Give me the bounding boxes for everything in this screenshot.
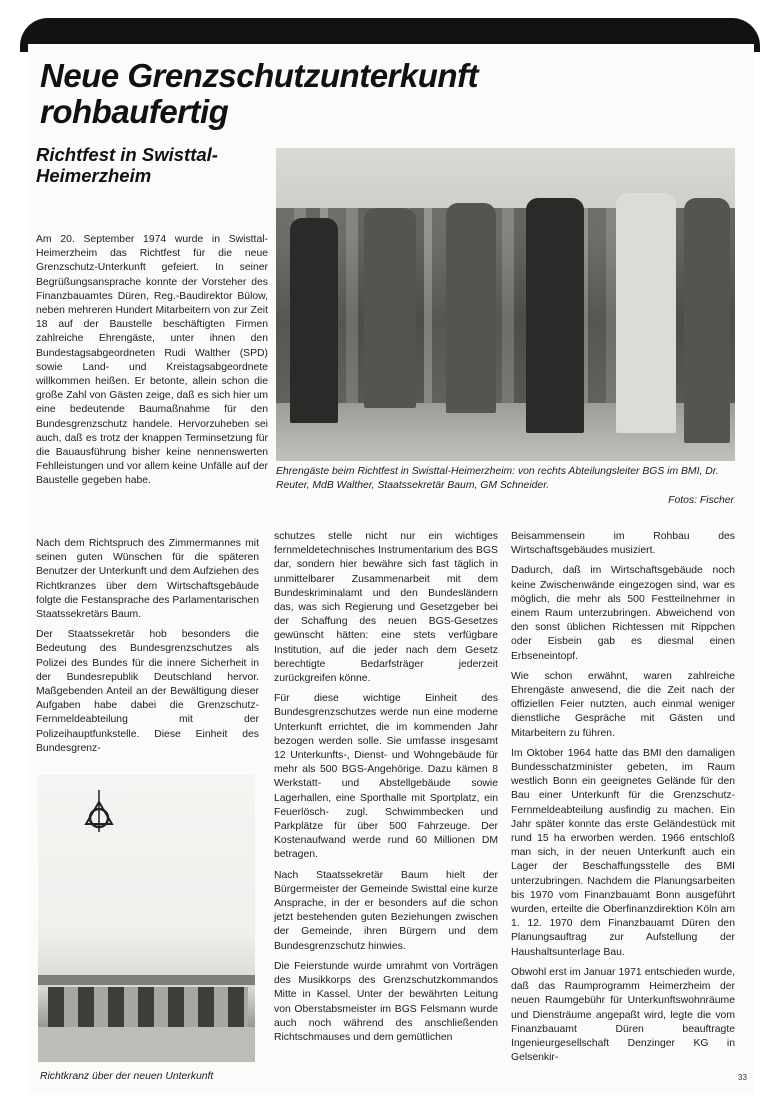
article-subheadline: Richtfest in Swisttal-Heimerzheim: [36, 144, 218, 186]
page-number: 33: [738, 1073, 747, 1082]
paragraph: Am 20. September 1974 wurde in Swisttal-Heimerzheim das Richtfest für die neue Grenzschutz-Unterkunft gefeiert. In seiner Begrüßungsansprache konnte der Vorsteher des Finanzbauamtes Düren, Reg.-Baudirektor Bülow, neben mehreren Hundert Mitarbeitern von zur Zeit 18 auf der Baustelle beschäftigten Firmen zahlreiche Ehrengäste, unter ihnen den Bundestagsabgeordneten Rudi Walther (SPD) sowie Land- und Kreistagsabgeordnete willkommen heißen. Er betonte, allein schon die große Zahl von Gästen zeige, daß es sich hier um eine bedeutende Baumaßnahme für den Bundesgrenzschutz handele. Hervorzuheben sei auch, daß es trotz der knappen Terminsetzung für die Bauausführung bisher keine nennenswerten Fehlleistungen und vor allem keine Unfälle auf der Baustelle gegeben habe.: [36, 234, 268, 487]
paragraph: Dadurch, daß im Wirtschaftsgebäude noch keine Zwischenwände eingezogen sind, war es möglich, die mehr als 500 Festteilnehmer in einem Raum unterzubringen. Abweichend von den sonst üblichen Richtessen mit Rippchen oder Eisbein gab es diesmal einen Erbseneintopf.: [511, 565, 735, 662]
photo-caption-main: Ehrengäste beim Richtfest in Swisttal-Heimerzheim: von rechts Abteilungsleiter BGS im BMI, Dr. Reuter, MdB Walther, Staatssekretär Baum, GM Schneider.: [276, 466, 719, 491]
photo-topping-out-wreath: [38, 775, 255, 1062]
photo-credit: Fotos: Fischer: [668, 495, 734, 506]
paragraph: Für diese wichtige Einheit des Bundesgrenzschutzes werde nun eine moderne Unterkunft errichtet, die im kommenden Jahr bezogen werden solle. Sie umfasse insgesamt 12 Unterkunfts-, Dienst- und Wohngebäude für mehr als 500 BGS-Angehörige. Dazu kämen 8 Werkstatt- und Abstellgebäude sowie Lagerhallen, eine Sporthalle mit Sportplatz, ein Feuerlösch- zugl. Schwimmbecken und Parkplätze für über 500 Fahrzeuge. Der Kostenaufwand werde rund 60 Millionen DM betragen.: [274, 693, 498, 861]
text-column-3: [511, 530, 735, 1071]
paragraph: Nach Staatssekretär Baum hielt der Bürgermeister der Gemeinde Swisttal eine kurze Ansprache, in der er besonders auf die schon jetzt bestehenden guten Beziehungen zwischen der Gemeinde, ihren Bürgern und dem Bundesgrenzschutz hinwies.: [274, 869, 498, 952]
paragraph: Die Feierstunde wurde umrahmt von Vorträgen des Musikkorps des Grenzschutzkommandos Mitte in Kassel. Unter der bewährten Leitung von Oberstabsmeister im BGS Felsmann wurde auch noch während des anschließenden Richtschmauses und dem gemütlichen: [274, 960, 498, 1043]
text-column-2: [274, 530, 498, 1051]
article-headline: Neue Grenzschutzunterkunft rohbaufertig: [40, 57, 479, 130]
photo-caption-small: Richtkranz über der neuen Unterkunft: [40, 1071, 214, 1082]
text-column-1-bottom: [36, 537, 259, 762]
photo-guests-at-ceremony: [276, 148, 735, 461]
paragraph: schutzes stelle nicht nur ein wichtiges fernmeldetechnisches Instrumentarium des BGS dar, sondern hier bewähre sich fast täglich in unmittelbarer Zusammenarbeit mit dem Bundeskriminalamt und den Bundesländern das, was sich Regierung und Gesetzgeber bei der Schaffung des neuen BGS-Gesetzes gewünscht hätten: eine stets verfügbare Institution, auf die jeder nach dem Gesetz berechtigte Bedarfsträger jederzeit zurückgreifen könne.: [274, 531, 498, 685]
text-column-1-top: [36, 233, 268, 495]
paragraph: Obwohl erst im Januar 1971 entschieden wurde, daß das Raumprogramm Heimerzheim der neuen Raumgebühr für Unterkunftswohnräume und Diensträume angepaßt wird, legte die vom Finanzbauamt Düren beauftragte Ingenieurgesellschaft Denzinger KG in Gelsenkir-: [511, 966, 735, 1064]
paragraph: Wie schon erwähnt, waren zahlreiche Ehrengäste anwesend, die die Zeit nach der offiziellen Feier nutzten, auch einmal weniger dienstliche Gespräche mit Gästen und Mitarbeitern zu führen.: [511, 670, 735, 739]
wreath-icon: [82, 790, 116, 834]
paragraph: Im Oktober 1964 hatte das BMI den damaligen Bundesschatzminister gebeten, im Raum westlich Bonn ein geeignetes Gelände für den Bau einer Unterkunft für die Grenzschutz-Fernmeldeabteilung ausfindig zu machen. Ein Jahr später konnte das erste Geländestück mit rund 15 ha erworben werden. 1966 entschloß man sich, in der neuen Unterkunft auch ein Lager der Beschaffungsstelle des BMI unterzubringen. Nachdem die Planungsarbeiten bis 1970 vom Finanzbauamt Bonn ausgeführt wurden, erteilte die Oberfinanzdirektion Köln am 1. 12. 1970 dem Finanzbauamt Düren den Planungsauftrag zur Aufstellung der Haushaltsunterlage Bau.: [511, 747, 735, 958]
paragraph: Nach dem Richtspruch des Zimmermannes mit seinen guten Wünschen für die späteren Benutzer der Unterkunft und dem Aufziehen des Richtkranzes über dem Wirtschaftsgebäude folgte die Festansprache des Parlamentarischen Staatssekretärs Baum.: [36, 538, 259, 621]
paragraph: Der Staatssekretär hob besonders die Bedeutung des Bundesgrenzschutzes als Polizei des Bundes für die innere Sicherheit in der Bundesrepublik Deutschland hervor. Maßgebenden Anteil an der Bewältigung dieser Aufgaben habe dabei die Grenzschutz-Fernmeldeabteilung mit der Polizeihauptfunkstelle. Diese Einheit des Bundesgrenz-: [36, 629, 259, 754]
paragraph: Beisammensein im Rohbau des Wirtschaftsgebäudes musiziert.: [511, 531, 735, 557]
